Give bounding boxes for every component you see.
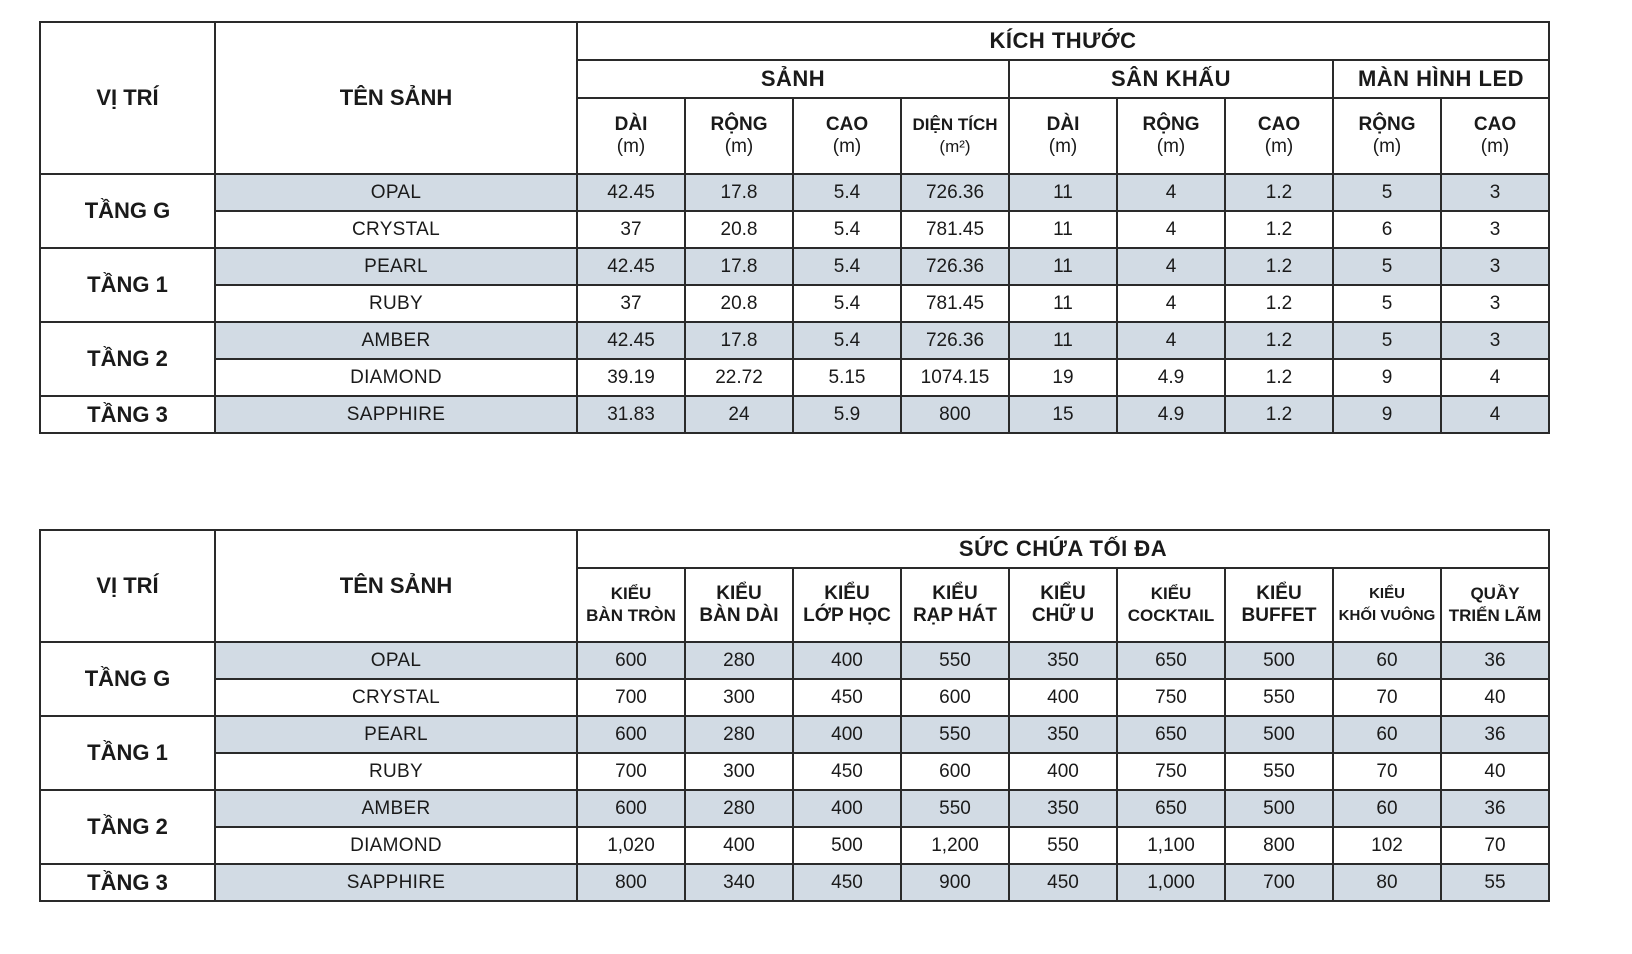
floor-label: TẦNG 1 — [40, 248, 215, 322]
column-header — [1333, 568, 1441, 642]
table-cell: 600 — [901, 679, 1009, 716]
column-unit: (m) — [616, 136, 646, 157]
table-cell: 300 — [685, 679, 793, 716]
table-cell: 3 — [1441, 322, 1549, 359]
table-cell: 400 — [793, 642, 901, 679]
hall-name: AMBER — [215, 322, 577, 359]
table-cell: 800 — [577, 864, 685, 901]
ten-sanh-header: TÊN SẢNH — [215, 530, 577, 642]
table-cell: 5.4 — [793, 322, 901, 359]
table-cell: 1,200 — [901, 827, 1009, 864]
capacity-table — [39, 529, 1550, 902]
table-cell: 20.8 — [685, 285, 793, 322]
table-cell: 102 — [1333, 827, 1441, 864]
table-cell: 11 — [1009, 174, 1117, 211]
table-cell: 4 — [1441, 396, 1549, 433]
table-row — [40, 211, 1549, 248]
table-cell: 24 — [685, 396, 793, 433]
floor-label: TẦNG G — [40, 174, 215, 248]
table-cell: 1,020 — [577, 827, 685, 864]
column-unit: (m) — [1480, 136, 1510, 157]
column-label-line1: KIỂU — [932, 583, 978, 604]
column-label-line2: BÀN DÀI — [699, 605, 779, 626]
column-label: CAO — [825, 114, 869, 135]
column-label-line2: CHỮ U — [1031, 605, 1095, 626]
table-cell: 1.2 — [1225, 248, 1333, 285]
column-label-line2: COCKTAIL — [1127, 606, 1215, 625]
table-cell: 19 — [1009, 359, 1117, 396]
column-label: DÀI — [1046, 114, 1080, 135]
table-cell: 1.2 — [1225, 322, 1333, 359]
table-cell: 550 — [901, 790, 1009, 827]
column-header — [685, 568, 793, 642]
column-label: RỘNG — [1142, 114, 1200, 135]
table-cell: 450 — [793, 864, 901, 901]
table-cell: 550 — [1225, 753, 1333, 790]
table-cell: 450 — [1009, 864, 1117, 901]
column-unit: (m) — [1372, 136, 1402, 157]
hall-name: OPAL — [215, 174, 577, 211]
table-cell: 750 — [1117, 753, 1225, 790]
column-unit: (m) — [1264, 136, 1294, 157]
table-cell: 42.45 — [577, 248, 685, 285]
table-cell: 36 — [1441, 642, 1549, 679]
column-label-line2: LỚP HỌC — [803, 605, 891, 626]
table-row — [40, 174, 1549, 211]
hall-name: DIAMOND — [215, 827, 577, 864]
table-cell: 450 — [793, 679, 901, 716]
table-cell: 1.2 — [1225, 174, 1333, 211]
table-cell: 5 — [1333, 174, 1441, 211]
table-cell: 70 — [1333, 753, 1441, 790]
hall-name: SAPPHIRE — [215, 864, 577, 901]
vi-tri-header: VỊ TRÍ — [40, 22, 215, 174]
table-cell: 650 — [1117, 716, 1225, 753]
column-header — [793, 98, 901, 174]
kich-thuoc-header: KÍCH THƯỚC — [577, 22, 1549, 60]
table-cell: 40 — [1441, 753, 1549, 790]
table-cell: 3 — [1441, 248, 1549, 285]
column-label-line1: KIỂU — [824, 583, 870, 604]
table-cell: 4 — [1117, 174, 1225, 211]
table-row — [40, 679, 1549, 716]
table-cell: 40 — [1441, 679, 1549, 716]
table-cell: 60 — [1333, 642, 1441, 679]
table-cell: 37 — [577, 211, 685, 248]
table-row — [40, 753, 1549, 790]
table-cell: 1074.15 — [901, 359, 1009, 396]
table-cell: 340 — [685, 864, 793, 901]
table-cell: 500 — [1225, 716, 1333, 753]
table-cell: 600 — [901, 753, 1009, 790]
table-cell: 5 — [1333, 322, 1441, 359]
table-cell: 11 — [1009, 211, 1117, 248]
table-cell: 36 — [1441, 716, 1549, 753]
floor-label: TẦNG 2 — [40, 322, 215, 396]
column-label-line1: KIỂU — [1369, 585, 1405, 602]
table-cell: 600 — [577, 642, 685, 679]
column-unit: (m) — [724, 136, 754, 157]
column-label-line1: KIỂU — [610, 584, 652, 603]
table-cell: 550 — [1225, 679, 1333, 716]
table-cell: 500 — [793, 827, 901, 864]
table-cell: 781.45 — [901, 285, 1009, 322]
table-cell: 9 — [1333, 396, 1441, 433]
table-cell: 600 — [577, 790, 685, 827]
table-cell: 11 — [1009, 248, 1117, 285]
vi-tri-header: VỊ TRÍ — [40, 530, 215, 642]
column-header — [1009, 98, 1117, 174]
table-cell: 70 — [1441, 827, 1549, 864]
table-cell: 350 — [1009, 642, 1117, 679]
table-cell: 400 — [1009, 679, 1117, 716]
table-cell: 3 — [1441, 211, 1549, 248]
hall-name: DIAMOND — [215, 359, 577, 396]
column-label-line1: KIỂU — [1040, 583, 1086, 604]
table-cell: 400 — [685, 827, 793, 864]
column-header — [901, 98, 1009, 174]
table-cell: 5.4 — [793, 248, 901, 285]
table-cell: 42.45 — [577, 174, 685, 211]
table-row — [40, 285, 1549, 322]
man-hinh-led-header: MÀN HÌNH LED — [1333, 60, 1549, 98]
table-cell: 726.36 — [901, 174, 1009, 211]
table-cell: 3 — [1441, 174, 1549, 211]
column-header — [1333, 98, 1441, 174]
hall-name: RUBY — [215, 753, 577, 790]
table-cell: 70 — [1333, 679, 1441, 716]
table-row — [40, 248, 1549, 285]
table-cell: 39.19 — [577, 359, 685, 396]
san-khau-header: SÂN KHẤU — [1009, 60, 1333, 98]
column-label-line1: KIỂU — [1256, 583, 1302, 604]
floor-label: TẦNG 2 — [40, 790, 215, 864]
table-row — [40, 790, 1549, 827]
table-cell: 4.9 — [1117, 396, 1225, 433]
hall-name: CRYSTAL — [215, 211, 577, 248]
column-header — [1441, 568, 1549, 642]
table-cell: 500 — [1225, 642, 1333, 679]
table-cell: 11 — [1009, 285, 1117, 322]
column-header — [577, 568, 685, 642]
table-cell: 781.45 — [901, 211, 1009, 248]
hall-name: PEARL — [215, 248, 577, 285]
table-row — [40, 827, 1549, 864]
table-cell: 550 — [901, 642, 1009, 679]
table-cell: 4 — [1117, 322, 1225, 359]
table-cell: 4 — [1117, 285, 1225, 322]
table-cell: 5.4 — [793, 211, 901, 248]
table-row — [40, 322, 1549, 359]
table-cell: 350 — [1009, 790, 1117, 827]
table-row — [40, 359, 1549, 396]
table-cell: 36 — [1441, 790, 1549, 827]
column-label: DÀI — [614, 114, 648, 135]
column-label: RỘNG — [710, 114, 768, 135]
table-cell: 400 — [793, 716, 901, 753]
table-cell: 600 — [577, 716, 685, 753]
table-cell: 550 — [901, 716, 1009, 753]
column-header — [901, 568, 1009, 642]
table-cell: 650 — [1117, 642, 1225, 679]
table-row — [40, 396, 1549, 433]
table-cell: 5.4 — [793, 285, 901, 322]
floor-label: TẦNG 3 — [40, 864, 215, 901]
hall-name: PEARL — [215, 716, 577, 753]
table-cell: 37 — [577, 285, 685, 322]
column-label-line2: RẠP HÁT — [912, 605, 998, 626]
column-label: CAO — [1473, 114, 1517, 135]
column-header — [1009, 568, 1117, 642]
hall-name: RUBY — [215, 285, 577, 322]
floor-label: TẦNG G — [40, 642, 215, 716]
hall-name: AMBER — [215, 790, 577, 827]
table-cell: 300 — [685, 753, 793, 790]
table-cell: 5.15 — [793, 359, 901, 396]
column-unit: (m²) — [939, 137, 971, 156]
table-cell: 700 — [1225, 864, 1333, 901]
table-cell: 5 — [1333, 248, 1441, 285]
column-unit: (m) — [832, 136, 862, 157]
column-label: CAO — [1257, 114, 1301, 135]
table-cell: 1.2 — [1225, 285, 1333, 322]
table-cell: 17.8 — [685, 248, 793, 285]
table-cell: 5 — [1333, 285, 1441, 322]
table-cell: 31.83 — [577, 396, 685, 433]
table-cell: 3 — [1441, 285, 1549, 322]
table-cell: 4.9 — [1117, 359, 1225, 396]
table-cell: 20.8 — [685, 211, 793, 248]
table-cell: 800 — [901, 396, 1009, 433]
table-cell: 17.8 — [685, 322, 793, 359]
column-header — [1225, 568, 1333, 642]
table-cell: 60 — [1333, 790, 1441, 827]
table-cell: 800 — [1225, 827, 1333, 864]
floor-label: TẦNG 1 — [40, 716, 215, 790]
table-cell: 400 — [1009, 753, 1117, 790]
column-label-line1: QUẦY — [1470, 584, 1520, 603]
table-cell: 4 — [1117, 248, 1225, 285]
table-cell: 11 — [1009, 322, 1117, 359]
table-cell: 42.45 — [577, 322, 685, 359]
table-cell: 700 — [577, 753, 685, 790]
table-cell: 280 — [685, 790, 793, 827]
table-cell: 700 — [577, 679, 685, 716]
table-cell: 500 — [1225, 790, 1333, 827]
column-label-line2: BÀN TRÒN — [586, 606, 676, 625]
ten-sanh-header: TÊN SẢNH — [215, 22, 577, 174]
floor-label: TẦNG 3 — [40, 396, 215, 433]
table-cell: 5.9 — [793, 396, 901, 433]
table-cell: 1,000 — [1117, 864, 1225, 901]
table-row — [40, 716, 1549, 753]
table-cell: 6 — [1333, 211, 1441, 248]
column-unit: (m) — [1156, 136, 1186, 157]
column-label: RỘNG — [1358, 114, 1416, 135]
table-row — [40, 864, 1549, 901]
table-cell: 350 — [1009, 716, 1117, 753]
table-cell: 550 — [1009, 827, 1117, 864]
hall-name: SAPPHIRE — [215, 396, 577, 433]
column-header — [1117, 568, 1225, 642]
table-cell: 280 — [685, 642, 793, 679]
table-cell: 4 — [1441, 359, 1549, 396]
table-cell: 1.2 — [1225, 396, 1333, 433]
column-header — [1117, 98, 1225, 174]
column-label: DIỆN TÍCH — [912, 115, 998, 134]
column-unit: (m) — [1048, 136, 1078, 157]
table-cell: 9 — [1333, 359, 1441, 396]
table-cell: 650 — [1117, 790, 1225, 827]
hall-name: CRYSTAL — [215, 679, 577, 716]
column-label-line1: KIỂU — [1150, 584, 1192, 603]
table-cell: 17.8 — [685, 174, 793, 211]
table-cell: 726.36 — [901, 248, 1009, 285]
column-label-line2: BUFFET — [1241, 605, 1317, 626]
table-cell: 60 — [1333, 716, 1441, 753]
column-header — [1441, 98, 1549, 174]
column-header — [1225, 98, 1333, 174]
table-cell: 450 — [793, 753, 901, 790]
table-cell: 15 — [1009, 396, 1117, 433]
sanh-header: SẢNH — [577, 60, 1009, 98]
column-header — [793, 568, 901, 642]
table-cell: 400 — [793, 790, 901, 827]
table-cell: 750 — [1117, 679, 1225, 716]
table-cell: 280 — [685, 716, 793, 753]
table-cell: 900 — [901, 864, 1009, 901]
column-header — [577, 98, 685, 174]
table-cell: 5.4 — [793, 174, 901, 211]
table-cell: 80 — [1333, 864, 1441, 901]
column-header — [685, 98, 793, 174]
suc-chua-toi-da-header: SỨC CHỨA TỐI ĐA — [577, 530, 1549, 568]
hall-name: OPAL — [215, 642, 577, 679]
table-cell: 726.36 — [901, 322, 1009, 359]
column-label-line2: KHỐI VUÔNG — [1338, 607, 1436, 624]
table-cell: 1.2 — [1225, 211, 1333, 248]
table-cell: 22.72 — [685, 359, 793, 396]
table-cell: 4 — [1117, 211, 1225, 248]
table-row — [40, 642, 1549, 679]
table-cell: 1,100 — [1117, 827, 1225, 864]
table-cell: 55 — [1441, 864, 1549, 901]
column-label-line1: KIỂU — [716, 583, 762, 604]
dimensions-table — [39, 21, 1550, 434]
table-cell: 1.2 — [1225, 359, 1333, 396]
column-label-line2: TRIỂN LÃM — [1448, 606, 1542, 625]
